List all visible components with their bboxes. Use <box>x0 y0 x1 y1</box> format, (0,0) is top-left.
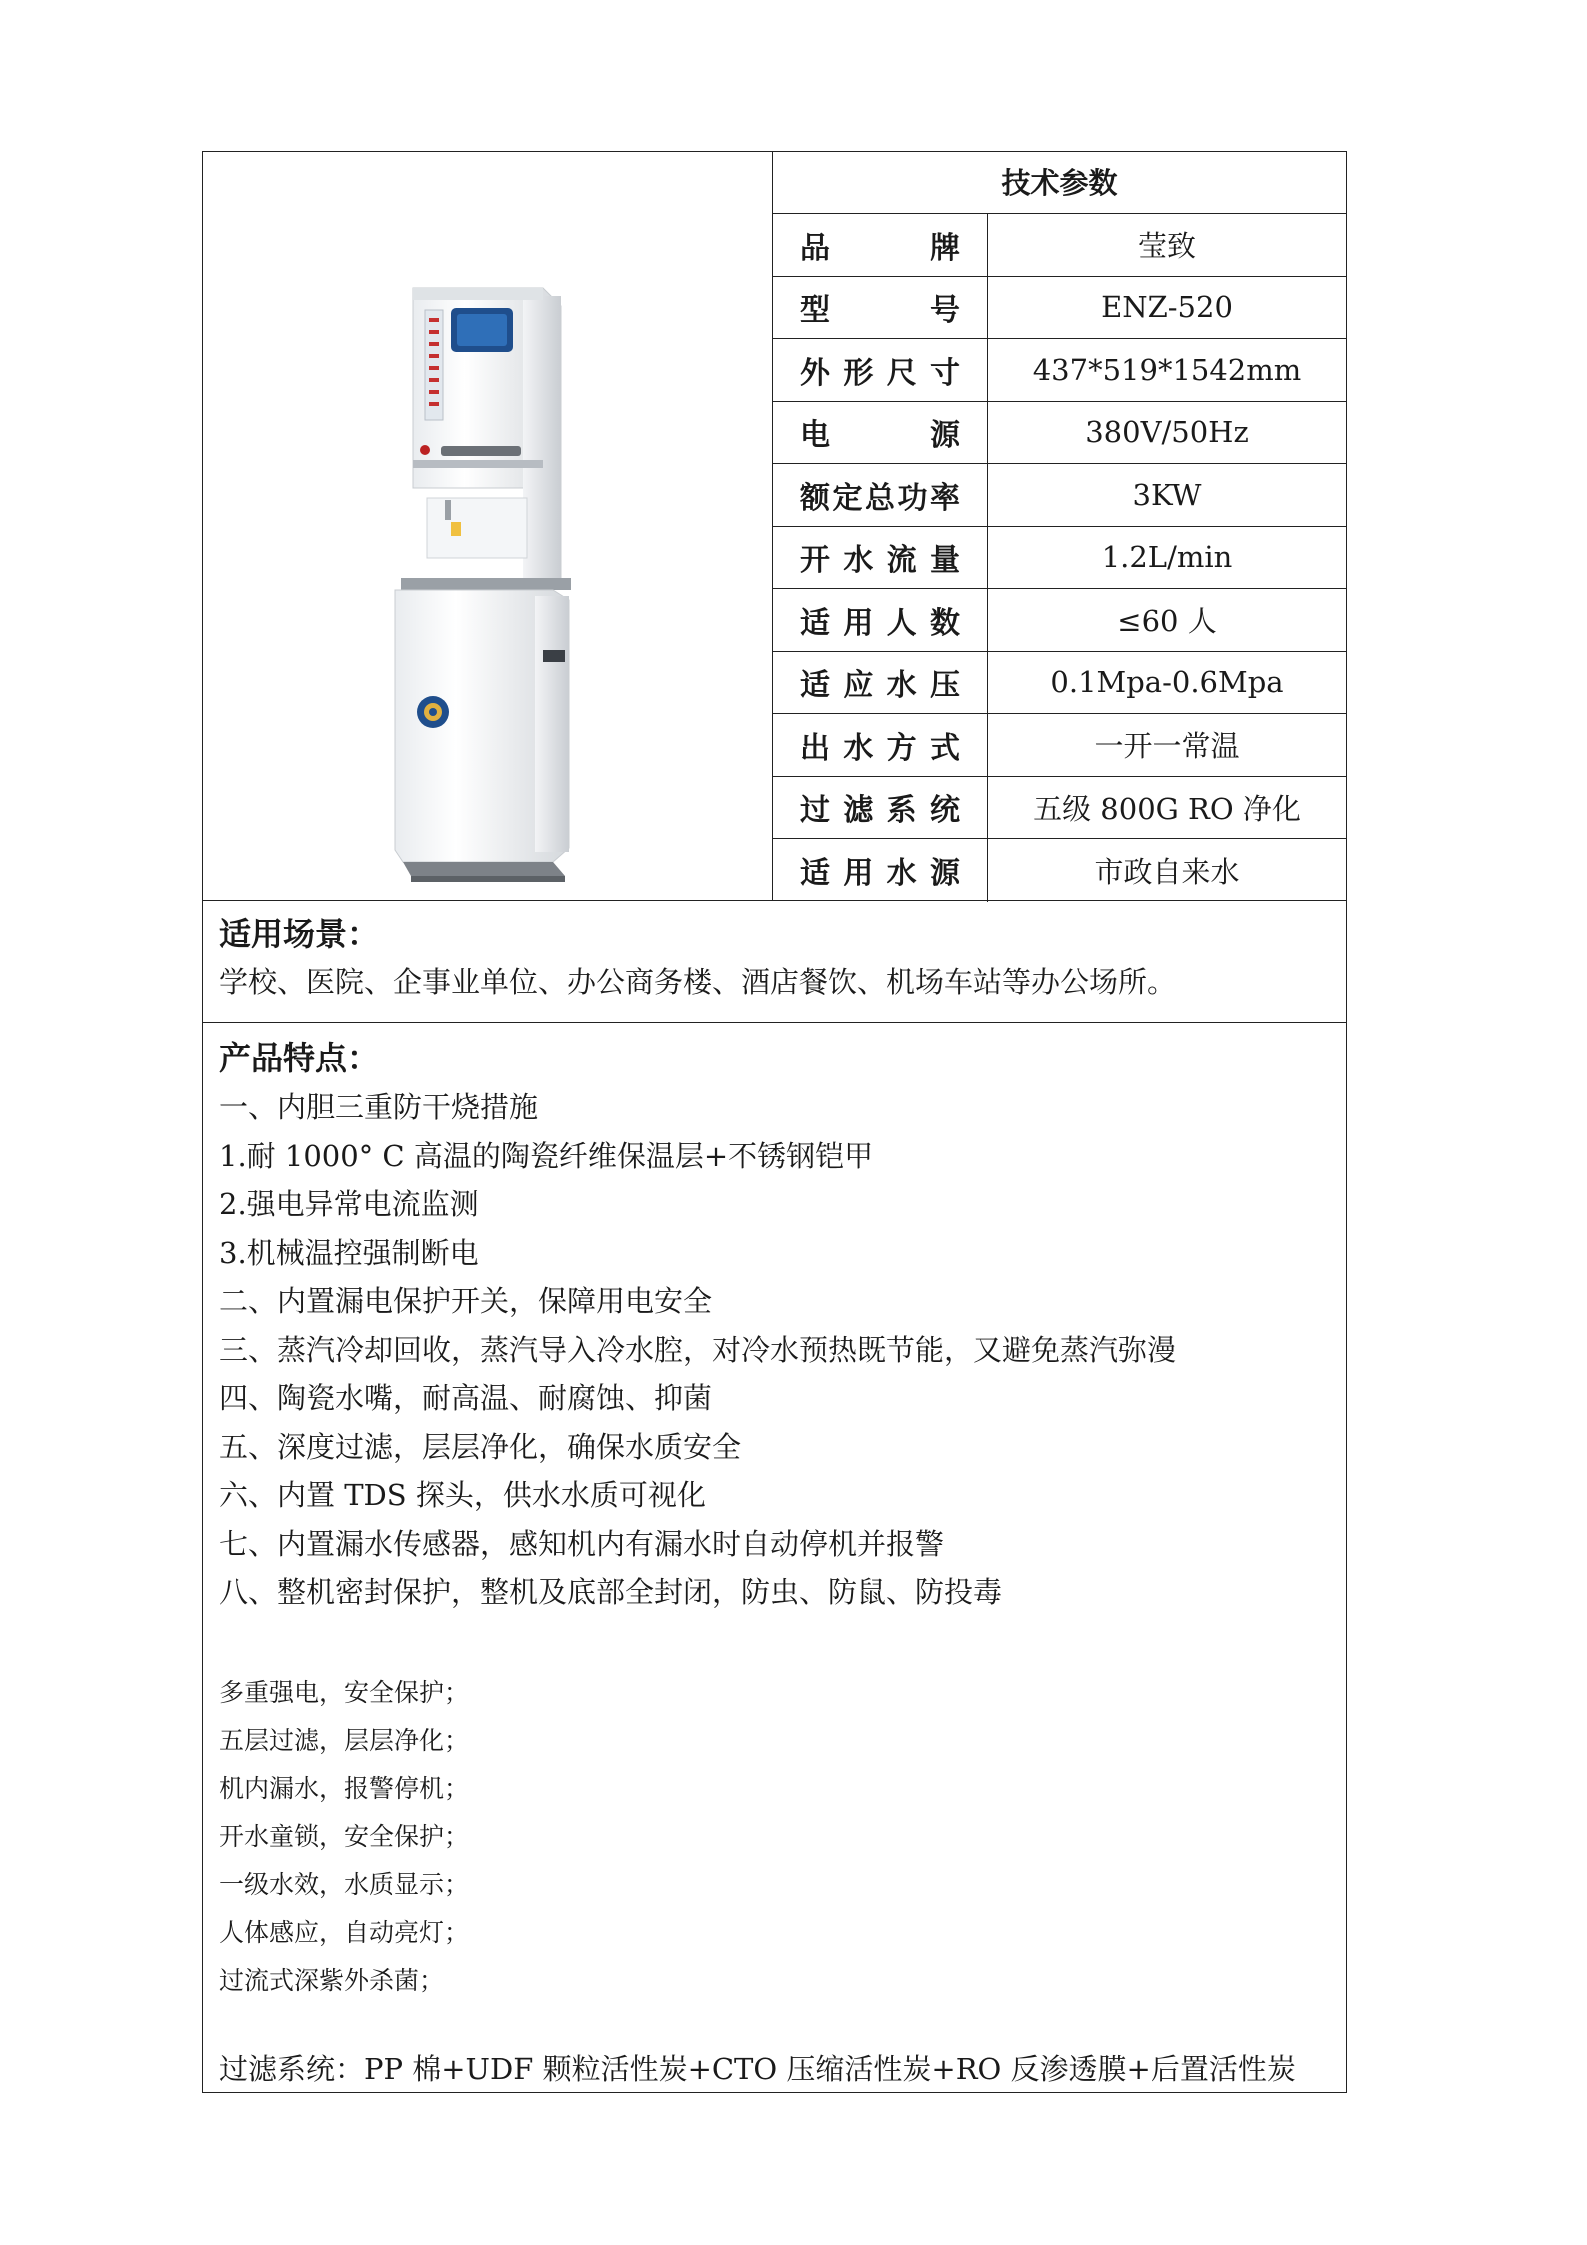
spec-key: 出水方式 <box>800 730 960 766</box>
scenario-heading: 适用场景： <box>219 915 380 953</box>
spec-row-brand <box>773 214 1346 277</box>
spec-value: 五级 800G RO 净化 <box>1033 791 1301 826</box>
feature-item: 2.强电异常电流监测 <box>219 1187 479 1221</box>
spec-row-dimensions <box>773 339 1346 402</box>
spec-value: 莹致 <box>1137 229 1196 264</box>
spec-key: 适应水压 <box>800 668 960 704</box>
spec-key: 额定总功率 <box>800 480 960 516</box>
spec-row-rated-power <box>773 464 1346 527</box>
short-feature: 多重强电，安全保护； <box>219 1677 470 1707</box>
short-feature: 机内漏水，报警停机； <box>219 1773 470 1803</box>
filter-system-line: 过滤系统：PP 棉+UDF 颗粒活性炭+CTO 压缩活性炭+RO 反渗透膜+后置活性炭 <box>219 2051 1296 2086</box>
top-section <box>203 152 1346 901</box>
short-feature: 五层过滤，层层净化； <box>219 1725 470 1755</box>
feature-item: 二、内置漏电保护开关，保障用电安全 <box>219 1284 713 1318</box>
spec-key: 品牌 <box>800 230 960 266</box>
scenario-section <box>203 901 1346 1023</box>
spec-row-users <box>773 589 1346 652</box>
short-feature: 开水童锁，安全保护； <box>219 1821 470 1851</box>
spec-row-flow <box>773 527 1346 590</box>
spec-row-model <box>773 277 1346 340</box>
product-sheet-table <box>202 151 1347 2093</box>
feature-item: 3.机械温控强制断电 <box>219 1235 479 1270</box>
feature-item: 七、内置漏水传感器，感知机内有漏水时自动停机并报警 <box>219 1526 945 1561</box>
feature-item: 四、陶瓷水嘴，耐高温、耐腐蚀、抑菌 <box>219 1381 713 1415</box>
feature-item: 一、内胆三重防干烧措施 <box>219 1090 539 1124</box>
spec-key: 开水流量 <box>800 543 960 579</box>
product-photo-cell <box>203 152 773 900</box>
spec-key: 适用水源 <box>800 856 960 892</box>
spec-value: 437*519*1542mm <box>1032 352 1302 387</box>
spec-key: 电源 <box>800 418 960 454</box>
spec-key: 过滤系统 <box>800 793 960 829</box>
spec-row-pressure <box>773 652 1346 715</box>
spec-value: ≤60 人 <box>1117 604 1217 639</box>
features-heading: 产品特点： <box>219 1039 380 1077</box>
spec-key: 适用人数 <box>800 605 960 641</box>
spec-value: 1.2L/min <box>1101 540 1233 575</box>
spec-key: 型号 <box>800 293 960 329</box>
short-feature: 过流式深紫外杀菌； <box>219 1965 445 1995</box>
spec-value: 0.1Mpa-0.6Mpa <box>1050 665 1284 700</box>
feature-item: 三、蒸汽冷却回收，蒸汽导入冷水腔，对冷水预热既节能，又避免蒸汽弥漫 <box>219 1332 1177 1367</box>
spec-table <box>773 152 1346 900</box>
spec-key: 外形尺寸 <box>800 355 960 391</box>
spec-value: ENZ-520 <box>1101 290 1233 325</box>
spec-row-filter <box>773 777 1346 840</box>
feature-item: 五、深度过滤，层层净化，确保水质安全 <box>219 1429 742 1464</box>
short-feature: 人体感应，自动亮灯； <box>219 1917 470 1947</box>
short-feature: 一级水效，水质显示； <box>219 1869 470 1899</box>
feature-item: 八、整机密封保护，整机及底部全封闭，防虫、防鼠、防投毒 <box>219 1575 1003 1609</box>
spec-value: 380V/50Hz <box>1085 415 1249 450</box>
features-section <box>203 1023 1346 2103</box>
scenario-text: 学校、医院、企事业单位、办公商务楼、酒店餐饮、机场车站等办公场所。 <box>219 965 1177 999</box>
feature-item: 六、内置 TDS 探头，供水水质可视化 <box>219 1478 706 1512</box>
spec-row-water-source <box>773 839 1346 902</box>
spec-row-power-supply <box>773 402 1346 465</box>
feature-item: 1.耐 1000° C 高温的陶瓷纤维保温层+不锈钢铠甲 <box>219 1138 874 1173</box>
spec-value: 市政自来水 <box>1094 854 1240 889</box>
spec-table-title: 技术参数 <box>773 152 1346 214</box>
spec-row-outlet <box>773 714 1346 777</box>
spec-value: 一开一常温 <box>1094 729 1240 764</box>
spec-value: 3KW <box>1132 477 1202 512</box>
water-dispenser-image <box>393 278 583 898</box>
